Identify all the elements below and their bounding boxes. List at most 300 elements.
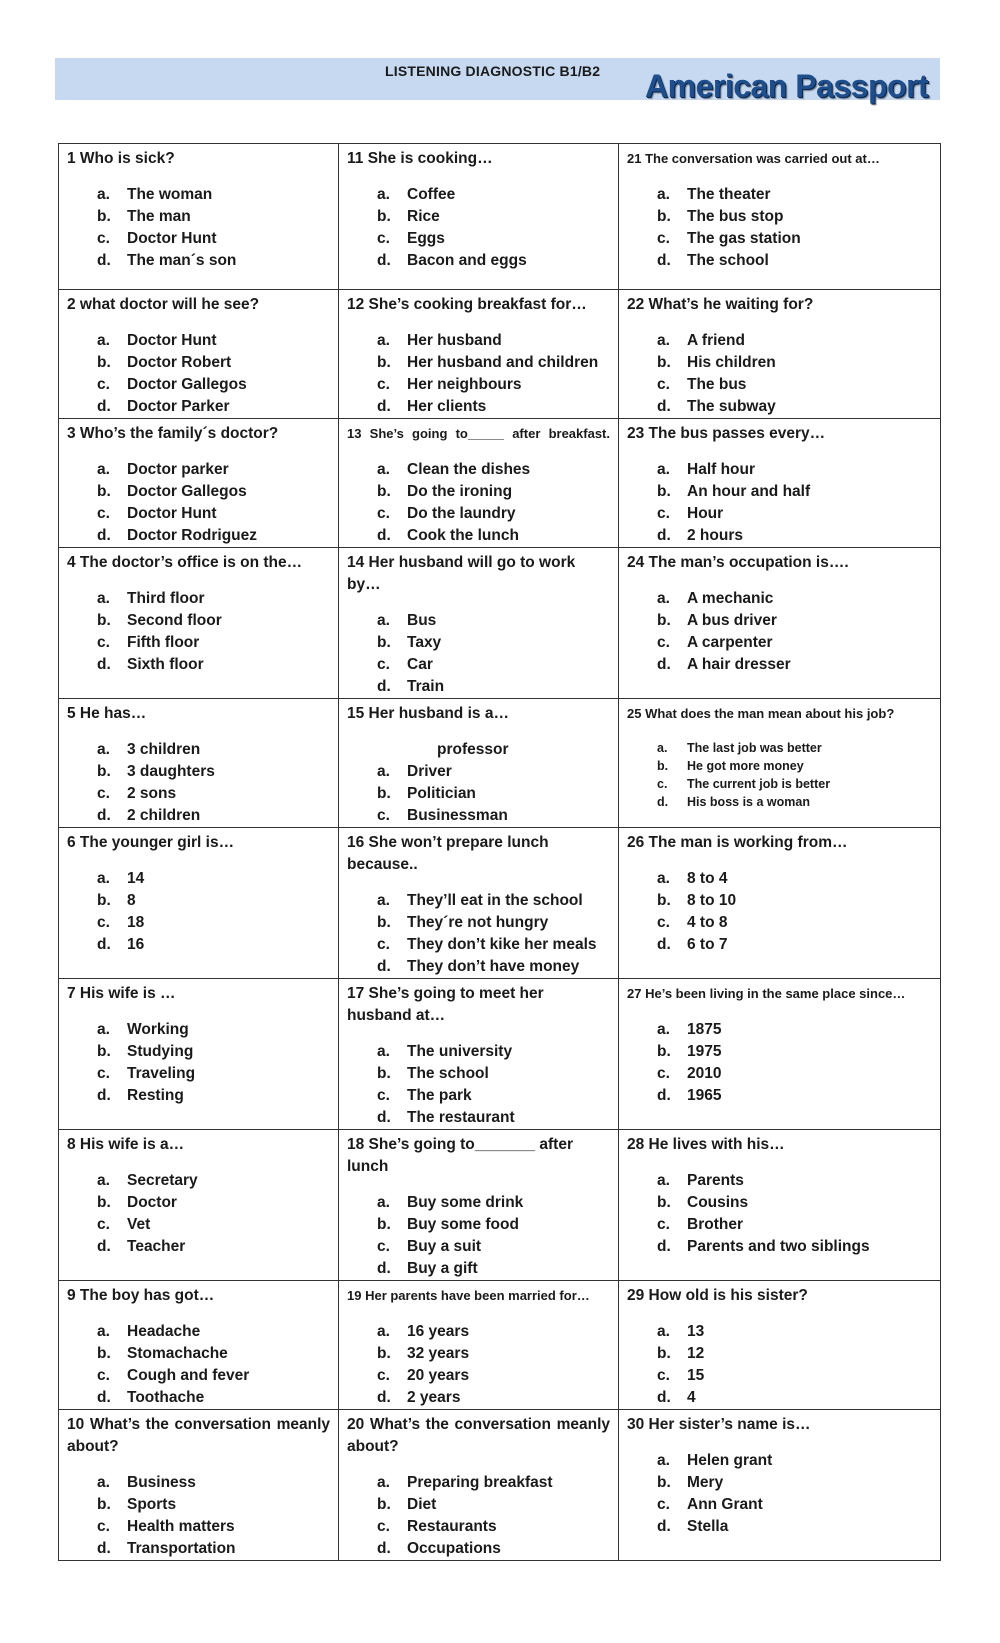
option-text: Eggs	[407, 230, 445, 247]
option-letter: b.	[97, 208, 111, 225]
answer-option[interactable]	[97, 934, 330, 956]
option-text: The current job is better	[687, 777, 831, 791]
option-text: 32 years	[407, 1345, 470, 1362]
question-cell	[59, 699, 339, 828]
answer-option[interactable]	[657, 1365, 932, 1387]
answer-option[interactable]	[377, 1343, 610, 1365]
answer-option[interactable]	[657, 1019, 932, 1041]
options-list	[67, 1170, 330, 1258]
answer-option[interactable]	[97, 632, 330, 654]
option-letter: a.	[657, 1172, 670, 1189]
option-letter: b.	[377, 354, 391, 371]
option-text: Parents and two siblings	[687, 1238, 870, 1255]
answer-option[interactable]	[377, 805, 610, 827]
answer-option[interactable]	[657, 374, 932, 396]
question-cell	[339, 290, 619, 419]
option-letter: d.	[97, 656, 111, 673]
answer-option[interactable]	[657, 352, 932, 374]
option-letter: d.	[657, 795, 669, 809]
option-text: Her husband	[407, 332, 502, 349]
option-text: 14	[127, 870, 145, 887]
option-letter: b.	[97, 892, 111, 909]
answer-option[interactable]	[377, 1494, 610, 1516]
answer-option[interactable]	[97, 1494, 330, 1516]
answer-option[interactable]	[377, 1516, 610, 1538]
option-preface: professor	[437, 741, 509, 758]
option-letter: c.	[97, 634, 110, 651]
options-list	[347, 890, 610, 978]
option-letter: d.	[377, 527, 391, 544]
options-list	[627, 1019, 932, 1107]
option-letter: c.	[657, 1367, 670, 1384]
answer-option[interactable]	[97, 374, 330, 396]
option-text: The university	[407, 1043, 513, 1060]
options-list	[627, 1170, 932, 1258]
question-text: 30 Her sister’s name is…	[627, 1416, 811, 1433]
answer-option[interactable]	[97, 1321, 330, 1343]
option-letter: d.	[657, 1087, 671, 1104]
answer-option[interactable]	[657, 934, 932, 956]
answer-option[interactable]	[377, 1214, 610, 1236]
answer-option[interactable]	[377, 912, 610, 934]
option-text: Toothache	[127, 1389, 205, 1406]
question-text: 15 Her husband is a…	[347, 705, 509, 722]
option-text: Do the laundry	[407, 505, 516, 522]
answer-option[interactable]	[657, 868, 932, 890]
option-text: Transportation	[127, 1540, 236, 1557]
option-letter: a.	[657, 870, 670, 887]
answer-option[interactable]	[377, 228, 610, 250]
answer-option[interactable]	[657, 184, 932, 206]
question-cell	[619, 290, 941, 419]
answer-option[interactable]	[97, 912, 330, 934]
option-text: 15	[687, 1367, 705, 1384]
option-letter: d.	[657, 656, 671, 673]
options-list	[67, 1321, 330, 1409]
question-text: 4 The doctor’s office is on the…	[67, 554, 303, 571]
answer-option[interactable]	[377, 1321, 610, 1343]
option-letter: a.	[657, 1021, 670, 1038]
answer-option[interactable]	[657, 775, 932, 793]
answer-option[interactable]	[657, 890, 932, 912]
answer-option[interactable]	[97, 330, 330, 352]
answer-option[interactable]	[97, 206, 330, 228]
answer-option[interactable]	[657, 250, 932, 272]
answer-option[interactable]	[657, 228, 932, 250]
option-letter: a.	[377, 892, 390, 909]
answer-option[interactable]	[97, 1192, 330, 1214]
answer-option[interactable]	[377, 783, 610, 805]
answer-option[interactable]	[377, 1387, 610, 1409]
answer-option[interactable]	[657, 1472, 932, 1494]
answer-option[interactable]	[657, 1494, 932, 1516]
answer-option[interactable]	[657, 654, 932, 676]
option-letter: b.	[377, 634, 391, 651]
answer-option[interactable]	[97, 1343, 330, 1365]
option-letter: a.	[377, 461, 390, 478]
answer-option[interactable]	[657, 396, 932, 418]
option-letter: c.	[377, 1367, 390, 1384]
option-text: Bacon and eggs	[407, 252, 527, 269]
question-text: 18 She’s going to_______ after lunch	[347, 1136, 573, 1175]
question-text: 5 He has…	[67, 705, 147, 722]
answer-option[interactable]	[97, 250, 330, 272]
option-text: Brother	[687, 1216, 743, 1233]
option-letter: c.	[657, 376, 670, 393]
answer-option[interactable]	[657, 206, 932, 228]
option-letter: d.	[377, 678, 391, 695]
option-text: Driver	[407, 763, 452, 780]
answer-option[interactable]	[97, 1170, 330, 1192]
answer-option[interactable]	[377, 206, 610, 228]
option-text: Second floor	[127, 612, 222, 629]
option-text: Occupations	[407, 1540, 501, 1557]
answer-option[interactable]	[657, 1321, 932, 1343]
answer-option[interactable]	[97, 352, 330, 374]
option-text: The park	[407, 1087, 472, 1104]
question-cell	[339, 1410, 619, 1561]
option-letter: a.	[377, 612, 390, 629]
option-text: 1975	[687, 1043, 722, 1060]
answer-option[interactable]	[657, 1236, 932, 1258]
answer-option[interactable]	[97, 481, 330, 503]
answer-option[interactable]	[657, 503, 932, 525]
option-letter: b.	[97, 1043, 111, 1060]
answer-option[interactable]	[97, 805, 330, 827]
option-letter: d.	[657, 936, 671, 953]
option-text: Working	[127, 1021, 189, 1038]
option-letter: a.	[657, 590, 670, 607]
option-letter: b.	[377, 785, 391, 802]
answer-option[interactable]	[377, 396, 610, 418]
answer-option[interactable]	[97, 503, 330, 525]
question-text: 1 Who is sick?	[67, 150, 175, 167]
option-text: They don’t have money	[407, 958, 580, 975]
answer-option[interactable]	[377, 1063, 610, 1085]
question-text: 9 The boy has got…	[67, 1287, 215, 1304]
option-text: The subway	[687, 398, 776, 415]
answer-option[interactable]	[657, 459, 932, 481]
option-letter: c.	[97, 1367, 110, 1384]
answer-option[interactable]	[377, 1085, 610, 1107]
option-letter: a.	[97, 461, 110, 478]
option-text: He got more money	[687, 759, 804, 773]
option-letter: d.	[377, 398, 391, 415]
option-letter: c.	[657, 505, 670, 522]
option-text: Businessman	[407, 807, 508, 824]
options-list	[67, 1019, 330, 1107]
option-letter: d.	[97, 1238, 111, 1255]
answer-option[interactable]	[377, 654, 610, 676]
answer-option[interactable]	[97, 1365, 330, 1387]
option-text: Buy some food	[407, 1216, 519, 1233]
question-text: 8 His wife is a…	[67, 1136, 185, 1153]
option-letter: d.	[657, 1518, 671, 1535]
option-letter: d.	[377, 1109, 391, 1126]
answer-option[interactable]	[377, 184, 610, 206]
option-text: The theater	[687, 186, 771, 203]
answer-option[interactable]	[377, 676, 610, 698]
question-text: 10 What’s the conversation meanly about?	[67, 1416, 330, 1455]
option-letter: c.	[97, 1216, 110, 1233]
answer-option[interactable]	[377, 481, 610, 503]
answer-option[interactable]	[97, 890, 330, 912]
question-cell	[339, 144, 619, 290]
answer-option[interactable]	[377, 503, 610, 525]
options-list	[627, 868, 932, 956]
option-letter: c.	[377, 807, 390, 824]
options-list	[347, 1472, 610, 1560]
answer-option[interactable]	[97, 588, 330, 610]
option-letter: b.	[377, 483, 391, 500]
question-text: 26 The man is working from…	[627, 834, 848, 851]
option-text: Doctor Gallegos	[127, 483, 247, 500]
question-text: 20 What’s the conversation meanly about?	[347, 1416, 610, 1455]
answer-option[interactable]	[97, 228, 330, 250]
answer-option[interactable]	[97, 1387, 330, 1409]
option-text: Business	[127, 1474, 196, 1491]
option-text: 4 to 8	[687, 914, 728, 931]
question-text: 28 He lives with his…	[627, 1136, 785, 1153]
option-text: The man´s son	[127, 252, 237, 269]
answer-option[interactable]	[657, 632, 932, 654]
answer-option[interactable]	[657, 793, 932, 811]
answer-option[interactable]	[657, 1516, 932, 1538]
answer-option[interactable]	[657, 1063, 932, 1085]
question-row	[59, 419, 941, 548]
question-text: 19 Her parents have been married for…	[347, 1288, 590, 1303]
answer-option[interactable]	[97, 1019, 330, 1041]
answer-option[interactable]	[97, 184, 330, 206]
answer-option[interactable]	[377, 1365, 610, 1387]
option-letter: b.	[97, 354, 111, 371]
answer-option[interactable]	[377, 1041, 610, 1063]
option-text: 3 children	[127, 741, 201, 758]
option-text: Her clients	[407, 398, 487, 415]
options-list	[347, 459, 610, 547]
answer-option[interactable]	[657, 525, 932, 547]
option-text: Cough and fever	[127, 1367, 250, 1384]
option-letter: c.	[377, 936, 390, 953]
answer-option[interactable]	[377, 1538, 610, 1560]
option-letter: d.	[657, 398, 671, 415]
answer-option[interactable]	[657, 1085, 932, 1107]
answer-option[interactable]	[97, 525, 330, 547]
answer-option[interactable]	[657, 1214, 932, 1236]
option-letter: a.	[377, 1323, 390, 1340]
option-letter: d.	[657, 1389, 671, 1406]
option-text: 13	[687, 1323, 705, 1340]
answer-option[interactable]	[657, 481, 932, 503]
answer-option[interactable]	[377, 1258, 610, 1280]
question-table	[58, 143, 941, 1561]
option-text: Car	[407, 656, 433, 673]
question-text: 24 The man’s occupation is….	[627, 554, 849, 571]
answer-option[interactable]	[657, 1450, 932, 1472]
option-letter: b.	[657, 759, 669, 773]
answer-option[interactable]	[657, 1170, 932, 1192]
answer-option[interactable]	[97, 1516, 330, 1538]
answer-option[interactable]	[97, 1085, 330, 1107]
answer-option[interactable]	[657, 610, 932, 632]
answer-option[interactable]	[657, 912, 932, 934]
option-letter: a.	[97, 332, 110, 349]
option-text: Politician	[407, 785, 476, 802]
answer-option[interactable]	[377, 1472, 610, 1494]
option-letter: a.	[657, 1323, 670, 1340]
option-text: Half hour	[687, 461, 756, 478]
option-text: Hour	[687, 505, 724, 522]
option-letter: d.	[97, 1540, 111, 1557]
question-cell	[339, 548, 619, 699]
option-letter: c.	[657, 777, 668, 791]
option-letter: c.	[657, 914, 670, 931]
answer-option[interactable]	[377, 374, 610, 396]
option-letter: d.	[657, 527, 671, 544]
option-letter: a.	[657, 741, 668, 755]
question-text: 21 The conversation was carried out at…	[627, 151, 880, 166]
option-letter: d.	[657, 252, 671, 269]
option-text: Health matters	[127, 1518, 235, 1535]
option-text: Doctor Hunt	[127, 332, 217, 349]
question-text: 2 what doctor will he see?	[67, 296, 260, 313]
option-letter: a.	[657, 1452, 670, 1469]
question-text: 29 How old is his sister?	[627, 1287, 808, 1304]
option-text: Taxy	[407, 634, 442, 651]
answer-option[interactable]	[377, 352, 610, 374]
question-text: 27 He’s been living in the same place since…	[627, 986, 906, 1001]
option-letter: c.	[657, 230, 670, 247]
answer-option[interactable]	[97, 761, 330, 783]
option-text: Coffee	[407, 186, 456, 203]
options-list	[347, 1192, 610, 1280]
answer-option[interactable]	[377, 890, 610, 912]
option-text: Diet	[407, 1496, 437, 1513]
options-list	[627, 588, 932, 676]
option-letter: d.	[657, 1238, 671, 1255]
answer-option[interactable]	[657, 1192, 932, 1214]
question-cell	[59, 1281, 339, 1410]
answer-option[interactable]	[97, 396, 330, 418]
answer-option[interactable]	[657, 1387, 932, 1409]
answer-option[interactable]	[97, 1214, 330, 1236]
option-text: The last job was better	[687, 741, 822, 755]
option-text: Her husband and children	[407, 354, 599, 371]
answer-option[interactable]	[97, 654, 330, 676]
answer-option[interactable]	[97, 868, 330, 890]
option-letter: c.	[97, 1065, 110, 1082]
option-text: Secretary	[127, 1172, 198, 1189]
option-text: Ann Grant	[687, 1496, 763, 1513]
answer-option[interactable]	[657, 1343, 932, 1365]
option-letter: c.	[377, 230, 390, 247]
option-letter: b.	[657, 354, 671, 371]
options-list	[627, 1321, 932, 1409]
option-letter: d.	[377, 1540, 391, 1557]
answer-option[interactable]	[657, 739, 932, 757]
answer-option[interactable]	[657, 588, 932, 610]
option-text: Buy a gift	[407, 1260, 478, 1277]
option-text: The bus stop	[687, 208, 784, 225]
answer-option[interactable]	[377, 610, 610, 632]
answer-option[interactable]	[97, 739, 330, 761]
answer-option[interactable]	[97, 459, 330, 481]
option-text: Bus	[407, 612, 437, 629]
answer-option[interactable]	[657, 757, 932, 775]
answer-option[interactable]	[377, 761, 610, 783]
option-letter: d.	[97, 398, 111, 415]
option-letter: c.	[97, 914, 110, 931]
answer-option[interactable]	[97, 1236, 330, 1258]
option-letter: b.	[377, 1496, 391, 1513]
answer-option[interactable]	[97, 1538, 330, 1560]
option-text: Doctor	[127, 1194, 177, 1211]
question-cell	[59, 548, 339, 699]
answer-option[interactable]	[97, 783, 330, 805]
option-text: The bus	[687, 376, 747, 393]
options-list	[67, 868, 330, 956]
options-list	[67, 739, 330, 827]
option-text: The gas station	[687, 230, 801, 247]
answer-option[interactable]	[97, 1472, 330, 1494]
question-row	[59, 699, 941, 828]
option-text: Teacher	[127, 1238, 186, 1255]
option-text: Train	[407, 678, 445, 695]
question-row	[59, 290, 941, 419]
answer-option[interactable]	[377, 1192, 610, 1214]
question-row	[59, 1281, 941, 1410]
answer-option[interactable]	[377, 1236, 610, 1258]
answer-option[interactable]	[657, 330, 932, 352]
answer-option[interactable]	[377, 632, 610, 654]
option-letter: d.	[377, 1260, 391, 1277]
answer-option[interactable]	[377, 250, 610, 272]
option-text: Parents	[687, 1172, 744, 1189]
option-letter: b.	[657, 612, 671, 629]
option-text: Doctor Hunt	[127, 230, 217, 247]
option-letter: b.	[377, 1216, 391, 1233]
option-text: Stomachache	[127, 1345, 228, 1362]
answer-option[interactable]	[377, 1107, 610, 1129]
option-letter: a.	[377, 186, 390, 203]
option-letter: d.	[97, 807, 111, 824]
answer-option[interactable]	[97, 1041, 330, 1063]
question-cell	[339, 1281, 619, 1410]
question-cell	[59, 144, 339, 290]
answer-option[interactable]	[97, 610, 330, 632]
answer-option[interactable]	[377, 934, 610, 956]
option-text: A friend	[687, 332, 745, 349]
answer-option[interactable]	[377, 459, 610, 481]
question-text: 17 She’s going to meet her husband at…	[347, 985, 544, 1024]
option-letter: d.	[97, 527, 111, 544]
answer-option[interactable]	[377, 525, 610, 547]
answer-option[interactable]	[97, 1063, 330, 1085]
option-letter: c.	[657, 1065, 670, 1082]
option-letter: d.	[97, 252, 111, 269]
option-text: The restaurant	[407, 1109, 515, 1126]
answer-option[interactable]	[377, 330, 610, 352]
question-text: 14 Her husband will go to work by…	[347, 554, 576, 593]
question-cell	[59, 828, 339, 979]
question-cell	[339, 979, 619, 1130]
option-text: An hour and half	[687, 483, 811, 500]
answer-option[interactable]	[377, 956, 610, 978]
option-letter: a.	[657, 461, 670, 478]
option-text: Her neighbours	[407, 376, 522, 393]
option-text: 12	[687, 1345, 705, 1362]
answer-option[interactable]	[657, 1041, 932, 1063]
